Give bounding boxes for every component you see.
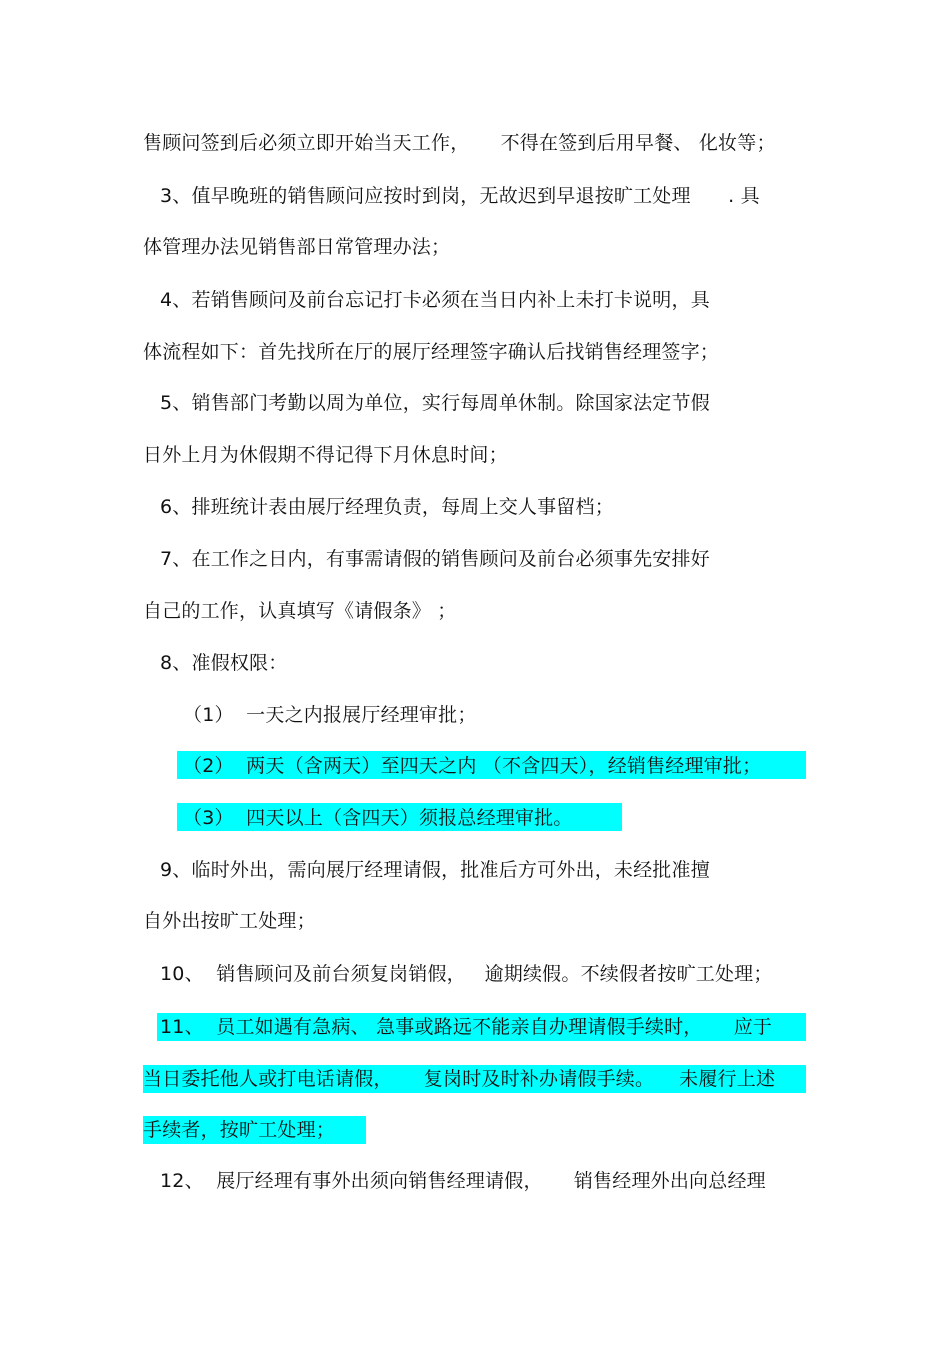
text-line: 当日委托他人或打电话请假， 复岗时及时补办请假手续。 未履行上述 bbox=[143, 1068, 776, 1090]
text-line: 6、排班统计表由展厅经理负责，每周上交人事留档； bbox=[160, 496, 614, 518]
text-line: 自己的工作，认真填写《请假条》 ； bbox=[143, 600, 457, 622]
text-line: 8、准假权限： bbox=[160, 652, 288, 674]
text-line: 手续者，按旷工处理； bbox=[143, 1119, 336, 1141]
text-line: （2） 两天（含两天）至四天之内 （不含四天），经销售经理审批； bbox=[183, 755, 762, 777]
text-line: 9、临时外出，需向展厅经理请假，批准后方可外出，未经批准擅 bbox=[160, 859, 710, 881]
text-line: （3） 四天以上（含四天）须报总经理审批。 bbox=[183, 807, 573, 829]
text-line: （1） 一天之内报展厅经理审批； bbox=[183, 704, 477, 726]
text-line: 7、在工作之日内，有事需请假的销售顾问及前台必须事先安排好 bbox=[160, 548, 710, 570]
text-line: 售顾问签到后必须立即开始当天工作， 不得在签到后用早餐、 化妆等； bbox=[143, 132, 776, 154]
text-line: 12、 展厅经理有事外出须向销售经理请假， 销售经理外出向总经理 bbox=[160, 1170, 766, 1192]
text-line: 4、若销售顾问及前台忘记打卡必须在当日内补上未打卡说明，具 bbox=[160, 289, 710, 311]
text-line: 5、销售部门考勤以周为单位，实行每周单休制。除国家法定节假 bbox=[160, 392, 710, 414]
text-line: 体流程如下：首先找所在厅的展厅经理签字确认后找销售经理签字； bbox=[143, 341, 720, 363]
text-line: 日外上月为休假期不得记得下月休息时间； bbox=[143, 444, 508, 466]
text-line: 3、值早晚班的销售顾问应按时到岗，无故迟到早退按旷工处理 . 具 bbox=[160, 185, 760, 207]
text-line: 11、 员工如遇有急病、 急事或路远不能亲自办理请假手续时， 应于 bbox=[160, 1016, 773, 1038]
text-line: 体管理办法见销售部日常管理办法； bbox=[143, 236, 451, 258]
text-line: 自外出按旷工处理； bbox=[143, 910, 316, 932]
text-line: 10、 销售顾问及前台须复岗销假， 逾期续假。不续假者按旷工处理； bbox=[160, 963, 773, 985]
